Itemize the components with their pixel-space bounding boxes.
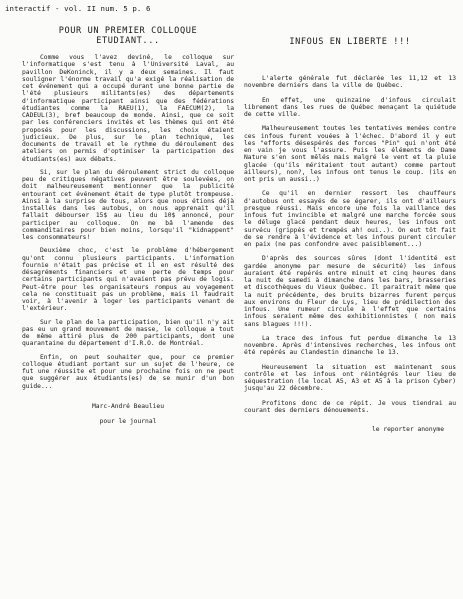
right-paragraph: Malheureusement toutes les tentatives menées contre ces infous furent vouées à l'échec. D'abord il y eut les "efforts désespérés des forces "Pin" qui n'ont été en vain je vous l'assure. Puis les éléments de Dame Nature s'en sont mêlés mais malgré le vent et la pluie glacée (qu'ils méritaient tout autant) comme partout ailleurs), non?, les infous ont tenus le coup. (ils en ont pris un aussi..)	[244, 125, 460, 183]
right-paragraph: D'après des sources sûres (dont l'identité est gardée anonyme par mesure de sécurité) les infous auraient été repérés entre minuit et cinq heures dans la nuit de samedi à dimanche dans les bars, brasseries et discothèques du Vieux Québec. Il paraitrait même que la nuit précédente, des bruits bizarres furent perçus aux environs du Fleur de Lys, lieu de prédilection des infous. Une rumeur circule à l'effet que certains infous seraient même des exhibitionnistes ( non mais sans blagues !!!).	[244, 255, 460, 328]
right-paragraph: L'alerte générale fut déclarée les 11,12 et 13 novembre derniers dans la ville de Québec.	[244, 75, 460, 90]
right-paragraph: La trace des infous fut perdue dimanche le 13 novembre. Après d'intensives recherches, les infous ont été repérés au Clandestin dimanche le 13.	[244, 334, 460, 357]
right-paragraph: Ce qu'il en dernier ressort les chauffeurs d'autobus ont essayés de se égarer, ils ont d'ailleurs presque réussi. Mais encore une fois la vaillance des infous fut invincible et malgré une marche forcée sous le déluge glacé pendant deux heures, les infous ont survécu (grippés et trempés ah! oui..). On eut tôt fait de se rendre à l'évidence et les infous purent circuler en paix (ne pas confondre avec paisiblement...)	[244, 190, 460, 248]
right-article-title: INFOUS EN LIBERTE !!!	[289, 37, 411, 47]
right-article	[244, 26, 460, 433]
page-header: interactif - vol. II num. 5 p. 6	[5, 4, 151, 13]
author-name: Marc-André Beaulieu	[91, 403, 165, 410]
right-paragraph: En effet, une quinzaine d'infous circulait librement dans les rues de Québec menaçant la quiétude de cette ville.	[244, 96, 460, 118]
left-paragraph: Si, sur le plan du déroulement strict du colloque peu de critiques négatives peuvent être soulevées, on doit malheureusement mentionner que la publicité entourant cet événement était de type plutôt trompeuse. Ainsi à la surprise de tous, alors que nous étions déjà installés dans les autobus, on nous apprenait qu'il fallait débourser 15$ au lieu du 10$ annoncé, pour participer au colloque. On me bâ l'amende des commanditaires pour bien moins, lorsqu'il "kidnappent" les consommateurs!	[22, 168, 238, 241]
left-title-line-1: POUR UN PREMIER COLLOQUE	[58, 26, 198, 36]
left-paragraph: Deuxième choc, c'est le problème d'hébergement qu'ont connu plusieurs participants. L'information fournie n'était pas précise et il en est résulté des désagréments financiers et une perte de temps pour certains participants qui n'avaient pas prévu de logis. Peut-être pour les organisateurs rompus au voyagement cela ne constituait pas un problème, mais il faudrait voir, à l'avenir à loger les participants venant de l'extérieur.	[22, 247, 238, 313]
right-signature: le reporter anonyme	[371, 426, 444, 433]
left-paragraph: Enfin, on peut souhaiter que, pour ce premier colloque étudiant portant sur un sujet de l'heure, ce fut une réussite et pour une prochaine fois on ne peut que suggérer aux étudiants(es) de se munir d'un bon guide...	[22, 353, 238, 390]
left-article-title	[22, 26, 234, 46]
left-signature	[22, 396, 234, 432]
right-paragraph: Profitons donc de ce répit. Je vous tiendrai au courant des derniers dénouements.	[244, 399, 460, 414]
left-article	[22, 26, 238, 432]
right-paragraph: Heureusement la situation est maintenant sous contrôle et les infous ont réintégrés leur lieu de séquestration (le local A5, A3 et A5 à la prison Cyber) jusqu'au 22 décembre.	[244, 363, 460, 393]
author-affiliation: pour le journal	[99, 417, 157, 425]
left-title-line-2: ETUDIANT...	[96, 36, 160, 46]
left-paragraph: Comme vous l'avez deviné, le colloque sur l'informatique s'est tenu à l'Université Laval, au pavillon DeKoninck, il y a deux semaines. Il faut souligner l'énorme travail qu'a exigé la réalisation de cet événement qui a occupé durant une bonne partie de l'été plusieurs militants(es) des départements d'informatique participant ainsi que des fédérations étudiantes comme la RAEU(1), la FAECUM(2), la CADEUL(3), bref beaucoup de monde. Ainsi, que ce soit par les conférenciers invités et les thèmes qui ont été proposés pour les discussions, les choix étaient judicieux. De plus, sur le plan technique, les documents de travail et le rythme du déroulement des ateliers on permis d'optimiser la participation des étudiants(es) aux débats.	[22, 54, 238, 163]
left-paragraph: Sur le plan de la participation, bien qu'il n'y ait pas eu un grand mouvement de masse, le colloque a tout de même attiré plus de 200 participants, dont une quarantaine du département d'I.R.O. de Montréal.	[22, 318, 238, 348]
